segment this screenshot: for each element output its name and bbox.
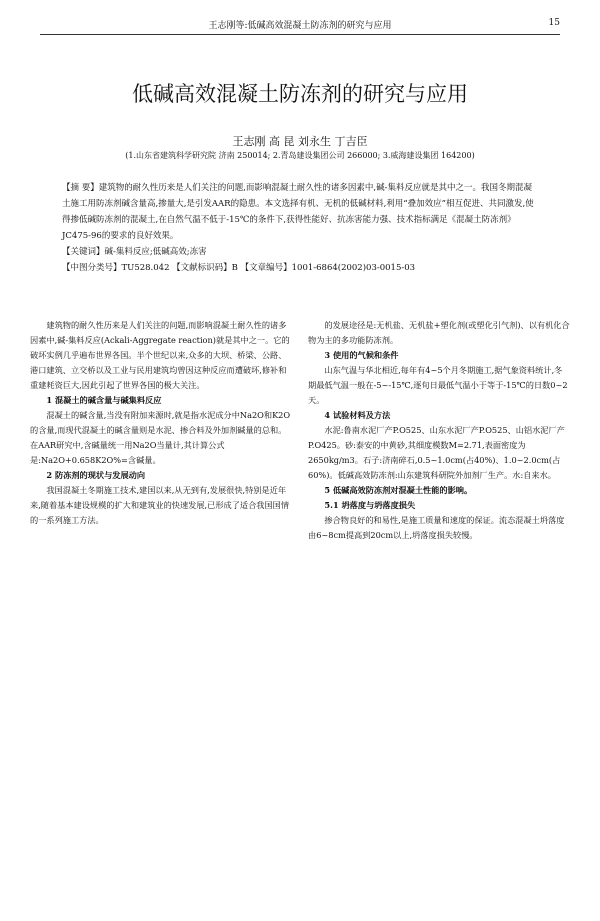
section-heading: 1 混凝土的碱含量与碱集料反应 [46,395,162,405]
running-head: 王志刚等:低碱高效混凝土防冻剂的研究与应用 [208,21,392,31]
body-columns [30,318,570,913]
abstract-block [62,180,538,276]
authors: 王志刚 高 昆 刘永生 丁吉臣 [232,135,368,148]
subsection-heading: 5.1 坍落度与坍落度损失 [324,500,416,510]
right-column [308,318,570,913]
section-heading: 2 防冻剂的现状与发展动向 [46,470,146,480]
keywords: 【关键词】碱-集料反应;低碱高效;冻害 [62,247,207,257]
abstract: 【摘 要】建筑物的耐久性历来是人们关注的问题,而影响混凝土耐久性的诸多因素中,碱-集料反应就是其中之一。我国冬期混凝土施工用防冻剂碱含量高,掺量大,是引发AAR的隐患。本文选择有机、无机的低碱材料,利用“叠加效应”相互促进、共同激发,使得掺低碱防冻剂的混凝土,在自然气温不低于-15℃的条件下,获得性能好、抗冻害能力强、技术指标满足《混凝土防冻剂》JC475-96的要求的良好效果。 [62,183,534,241]
left-column [30,318,292,913]
section-heading: 4 试验材料及方法 [324,410,391,420]
affiliations: (1.山东省建筑科学研究院 济南 250014; 2.青岛建设集团公司 266000; 3.威海建设集团 164200) [125,151,475,160]
class-line: 【中图分类号】TU528.042 【文献标识码】B 【文章编号】1001-6864(2002)03-0015-03 [62,263,416,273]
paper-title: 低碱高效混凝土防冻剂的研究与应用 [132,82,468,106]
paragraph: 建筑物的耐久性历来是人们关注的问题,而影响混凝土耐久性的诸多因素中,碱-集料反应(Ackali-Aggregate reaction)就是其中之一。它的破坏实例几乎遍布世界各国。半个世纪以来,众多的大坝、桥梁、公路、港口建筑、立交桥以及工业与民用建筑均曾因这种反应而遭破坏,修补和重建耗资巨大,因此引起了世界各国的极大关注。 [30,320,290,390]
section-heading: 3 使用的气候和条件 [324,350,399,360]
paragraph: 的发展途径是:无机盐、无机盐+塑化剂(或塑化引气剂)、以有机化合物为主的多功能防冻剂。 [308,320,570,345]
paragraph: 水泥:鲁南水泥厂产P.O525、山东水泥厂产P.O525、山铝水泥厂产P.O425。砂:泰安的中黄砂,其细度模数M=2.71,表面密度为2650kg/m3。石子:济南碎石,0.5~1.0cm(占40%)、1.0~2.0cm(占60%)。低碱高效防冻剂:山东建筑科研院外加剂厂生产。水:自来水。 [308,425,565,480]
paragraph: 山东气温与华北相近,每年有4~5个月冬期施工,据气象资料统计,冬期最低气温一般在-5~-15℃,逐旬日最低气温小于等于-15℃的日数0~2天。 [308,365,568,405]
running-header [40,18,560,35]
paragraph: 混凝土的碱含量,当没有附加来源时,就是指水泥成分中Na2O和K2O的含量,而现代混凝土的碱含量则是水泥、掺合料及外加剂碱量的总和。在AAR研究中,含碱量统一用Na2O当量计,其计算公式是:Na2O+0.658K2O%=含碱量。 [30,410,291,465]
page-number: 15 [548,18,560,28]
section-heading: 5 低碱高效防冻剂对混凝土性能的影响。 [324,485,473,495]
paragraph: 掺合物良好的和易性,是施工质量和速度的保证。流态混凝土坍落度由6~8cm提高到20cm以上,坍落度损失较慢。 [308,515,565,540]
paragraph: 我国混凝土冬期施工技术,建国以来,从无到有,发展很快,特别是近年来,随着基本建设规模的扩大和建筑业的快速发展,已形成了适合我国国情的一系列施工方法。 [30,485,290,525]
